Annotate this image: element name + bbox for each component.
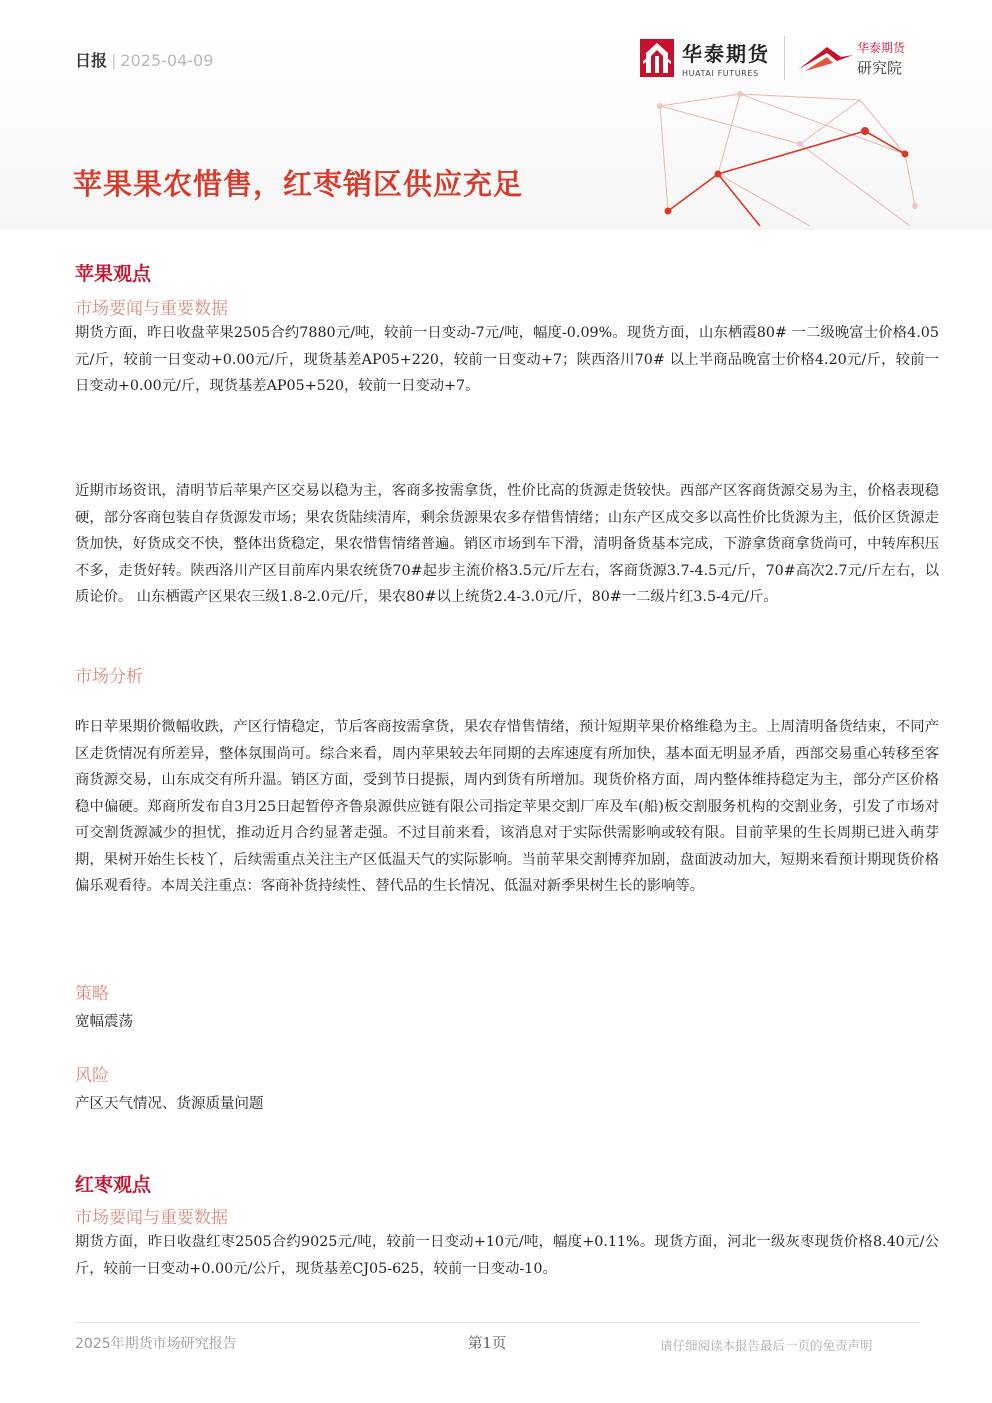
apple-strategy-heading: 策略: [75, 984, 109, 1004]
report-separator: |: [111, 51, 117, 70]
huatai-logo-icon: [640, 39, 674, 77]
page-title: 苹果果农惜售，红枣销区供应充足: [73, 167, 524, 201]
institute-name-line1: 华泰期货: [857, 40, 906, 55]
institute-name-line2: 研究院: [857, 58, 903, 77]
apple-market-paragraph: 近期市场资讯，清明节后苹果产区交易以稳为主，客商多按需拿货，性价比高的货源走货较快。西部产区客商货源交易为主，价格表现稳硬，部分客商包装自存货源发市场；果农货陆续清库，剩余货源果农多存惜售情绪；山东产区成交多以高性价比货源为主，低价区货源走货加快，好货成交不快，整体出货稳定，果农惜售情绪普遍。销区市场到车下滑，清明备货基本完成，下游拿货商拿货尚可，中转库积压不多，走货好转。陕西洛川产区目前库内果农统货70#起步主流价格3.5元/斤左右，客商货源3.7-4.5元/斤，70#高次2.7元/斤左右，以质论价。 山东栖霞产区果农三级1.8-2.0元/斤，果农80#以上统货2.4-3.0元/斤，80#一二级片红3.5-4元/斤。: [75, 483, 939, 605]
apple-risk-text: 产区天气情况、货源质量问题: [75, 1096, 264, 1112]
logo-chinese-name: 华泰期货: [682, 42, 770, 66]
report-date: 2025-04-09: [120, 51, 214, 70]
footer-disclaimer-note: 请仔细阅读本报告最后一页的免责声明: [660, 1338, 873, 1353]
logo-divider: [784, 36, 785, 80]
apple-risk-heading: 风险: [75, 1066, 109, 1086]
apple-news-paragraph: 期货方面，昨日收盘苹果2505合约7880元/吨，较前一日变动-7元/吨，幅度-0.09%。现货方面，山东栖霞80# 一二级晚富士价格4.05元/斤，较前一日变动+0.00元/斤，现货基差AP05+220，较前一日变动+7；陕西洛川70# 以上半商品晚富士价格4.20元/斤，较前一日变动+0.00元/斤，现货基差AP05+520，较前一日变动+7。: [75, 325, 939, 394]
logo-english-name: HUATAI FUTURES: [682, 69, 759, 78]
brand-logo: [640, 36, 905, 80]
section-heading-apple: 苹果观点: [75, 263, 152, 285]
jujube-news-paragraph: 期货方面，昨日收盘红枣2505合约9025元/吨，较前一日变动+10元/吨，幅度+0.11%。现货方面，河北一级灰枣现货价格8.40元/公斤，较前一日变动+0.00元/公斤，现货基差CJ05-625，较前一日变动-10。: [75, 1234, 939, 1277]
apple-analysis-paragraph: 昨日苹果期价微幅收跌，产区行情稳定，节后客商按需拿货，果农存惜售情绪，预计短期苹果价格维稳为主。上周清明备货结束，不同产区走货情况有所差异，整体氛围尚可。综合来看，周内苹果较去年同期的去库速度有所加快，基本面无明显矛盾，西部交易重心转移至客商货源交易，山东成交有所升温。销区方面，受到节日提振，周内到货有所增加。现货价格方面，周内整体维持稳定为主，部分产区价格稳中偏硬。郑商所发布自3月25日起暂停齐鲁泉源供应链有限公司指定苹果交割厂库及车(船)板交割服务机构的交割业务，引发了市场对可交割货源减少的担忧，推动近月合约显著走强。不过目前来看，该消息对于实际供需影响或较有限。目前苹果的生长周期已进入萌芽期，果树开始生长枝丫，后续需重点关注主产区低温天气的实际影响。当前苹果交割博弈加剧，盘面波动加大，短期来看预计期现货价格偏乐观看待。本周关注重点：客商补货持续性、替代品的生长情况、低温对新季果树生长的影响等。: [75, 719, 939, 894]
report-type: 日报: [75, 51, 108, 70]
section-heading-jujube: 红枣观点: [75, 1174, 152, 1196]
footer-page-number: 第1页: [468, 1336, 507, 1352]
apple-news-heading: 市场要闻与重要数据: [75, 299, 228, 319]
apple-strategy-text: 宽幅震荡: [75, 1014, 133, 1030]
footer-divider: [75, 1322, 920, 1323]
jujube-news-heading: 市场要闻与重要数据: [75, 1208, 228, 1228]
footer-report-name: 2025年期货市场研究报告: [75, 1336, 237, 1352]
institute-logo-icon: [797, 43, 855, 73]
apple-analysis-heading: 市场分析: [75, 667, 143, 687]
network-decoration: [600, 86, 940, 236]
report-tag: [75, 48, 213, 71]
